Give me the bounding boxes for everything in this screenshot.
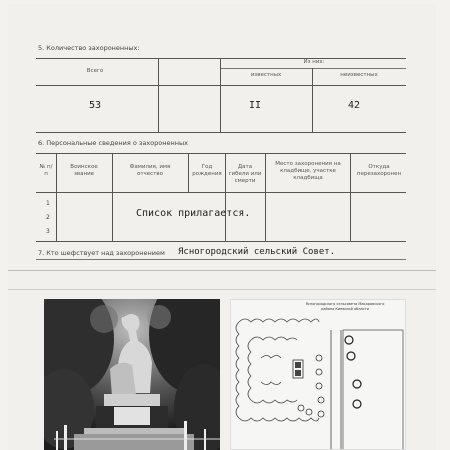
- table5-subheader-divider: [220, 68, 406, 69]
- table5-header-known: известных: [250, 72, 282, 78]
- table6-header-reburied-from: Откуда перезахоронен: [356, 164, 402, 177]
- table5-value-unknown: 42: [347, 100, 361, 111]
- table6-row-number: 1: [46, 200, 50, 207]
- table6-header-birth-year: Год рождения: [192, 164, 222, 177]
- table5-value-total: 53: [88, 100, 102, 111]
- table6-header-name: Фамилия, имя отчество: [129, 164, 171, 177]
- table5-bottom-border: [36, 132, 406, 133]
- table5-col-divider: [158, 58, 159, 132]
- table6-col-divider: [225, 153, 226, 241]
- table6-header-burial-place: Место захоронения на кладбище, участке кладбища: [275, 161, 341, 181]
- section-7-title: 7. Кто шефствует над захоронением: [38, 249, 165, 257]
- table6-header-rank: Воинское звание: [70, 164, 98, 177]
- table5-header-of-them: Из них:: [303, 59, 325, 65]
- table5-header-divider: [36, 85, 406, 86]
- table5-value-known: II: [248, 100, 262, 111]
- table6-col-divider: [265, 153, 266, 241]
- attached-list-note: Список прилагается.: [136, 208, 251, 219]
- table5-header-total: Всего: [86, 68, 104, 74]
- section-6-title: 6. Персональные сведения о захороненных: [38, 139, 188, 147]
- table5-col-divider: [220, 58, 221, 132]
- table6-header-number: № п/п: [39, 164, 53, 177]
- memorial-photo-image: [44, 299, 220, 450]
- site-plan-title: Ясногородского сельсовета Макаровского района Киевской области: [305, 302, 385, 311]
- section-5-title: 5. Количество захороненных:: [38, 44, 140, 52]
- table6-col-divider: [350, 153, 351, 241]
- paper-fold-line: [8, 289, 436, 290]
- table6-header-death-date: Дата гибели или смерти: [228, 164, 262, 184]
- paper-fold-line: [8, 270, 436, 271]
- table6-col-divider: [56, 153, 57, 241]
- table6-col-divider: [188, 153, 189, 192]
- table6-col-divider: [112, 153, 113, 241]
- patron-value: Ясногородский сельский Совет.: [178, 247, 336, 257]
- table5-col-divider: [312, 68, 313, 132]
- table6-row-number: 3: [46, 228, 50, 235]
- table6-bottom-border: [36, 241, 406, 242]
- burial-site-plan: [230, 299, 406, 450]
- table5-header-unknown: неизвестных: [340, 72, 378, 78]
- section-7-underline: [36, 259, 406, 260]
- table6-row-number: 2: [46, 214, 50, 221]
- site-plan-drawing: [231, 300, 406, 450]
- memorial-photo: [44, 299, 220, 450]
